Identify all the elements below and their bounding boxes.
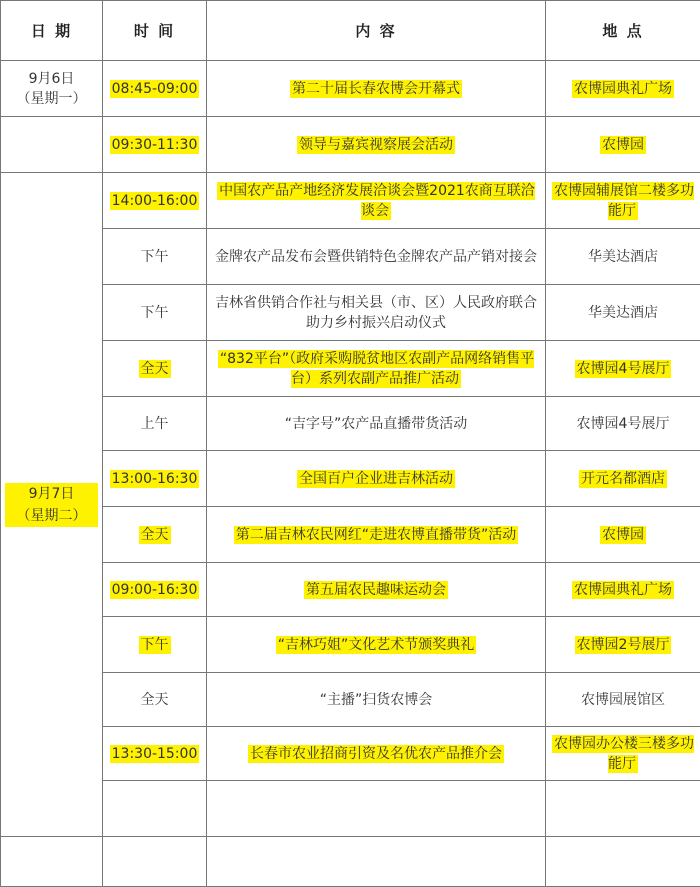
date-week: （星期一） bbox=[5, 89, 98, 109]
table-row-empty bbox=[1, 781, 700, 837]
time-cell: 全天 bbox=[139, 526, 171, 544]
time-cell: 13:00-16:30 bbox=[110, 470, 200, 488]
time-cell: 13:30-15:00 bbox=[110, 745, 200, 763]
header-place: 地 点 bbox=[546, 1, 700, 61]
header-time: 时 间 bbox=[103, 1, 207, 61]
date-cell-empty bbox=[1, 117, 103, 173]
content-cell: 吉林省供销合作社与相关县（市、区）人民政府联合助力乡村振兴启动仪式 bbox=[215, 295, 537, 331]
content-cell: 领导与嘉宾视察展会活动 bbox=[297, 136, 455, 154]
table-row bbox=[1, 341, 700, 397]
time-cell: 下午 bbox=[141, 305, 169, 321]
date-day: 9月7日 bbox=[5, 483, 98, 505]
place-cell: 华美达酒店 bbox=[588, 249, 658, 265]
time-cell: 全天 bbox=[139, 360, 171, 378]
content-cell: 第二十届长春农博会开幕式 bbox=[290, 80, 462, 98]
place-cell: 农博园辅展馆二楼多功能厅 bbox=[552, 182, 694, 220]
header-content: 内 容 bbox=[207, 1, 546, 61]
date-day: 9月6日 bbox=[5, 69, 98, 89]
content-cell: 第五届农民趣味运动会 bbox=[304, 581, 448, 599]
table-row bbox=[1, 173, 700, 229]
place-cell: 农博园4号展厅 bbox=[577, 416, 670, 432]
content-cell: 全国百户企业进吉林活动 bbox=[297, 470, 455, 488]
place-cell: 开元名都酒店 bbox=[579, 470, 667, 488]
date-week: （星期二） bbox=[5, 505, 98, 527]
time-cell: 09:30-11:30 bbox=[110, 136, 200, 154]
time-cell: 全天 bbox=[141, 692, 169, 708]
table-row bbox=[1, 451, 700, 507]
content-cell: “吉字号”农产品直播带货活动 bbox=[285, 416, 468, 432]
table-row bbox=[1, 507, 700, 563]
table-row bbox=[1, 397, 700, 451]
content-cell: 金牌农产品发布会暨供销特色金牌农产品产销对接会 bbox=[215, 249, 537, 265]
place-cell: 农博园4号展厅 bbox=[575, 360, 672, 378]
table-row bbox=[1, 117, 700, 173]
place-cell: 农博园办公楼三楼多功能厅 bbox=[552, 735, 694, 773]
place-cell: 农博园展馆区 bbox=[581, 692, 665, 708]
table-row bbox=[1, 285, 700, 341]
table-row bbox=[1, 617, 700, 673]
header-row bbox=[1, 1, 700, 61]
table-row bbox=[1, 673, 700, 727]
content-cell: “832平台”（政府采购脱贫地区农副产品网络销售平台）系列农副产品推广活动 bbox=[218, 350, 534, 388]
place-cell: 农博园典礼广场 bbox=[572, 581, 674, 599]
place-cell: 农博园 bbox=[600, 526, 646, 544]
time-cell: 14:00-16:00 bbox=[110, 192, 200, 210]
table-row bbox=[1, 229, 700, 285]
table-row bbox=[1, 563, 700, 617]
place-cell: 华美达酒店 bbox=[588, 305, 658, 321]
place-cell: 农博园 bbox=[600, 136, 646, 154]
table-row-empty bbox=[1, 837, 700, 887]
place-cell: 农博园2号展厅 bbox=[575, 636, 672, 654]
header-date: 日 期 bbox=[1, 1, 103, 61]
content-cell: 长春市农业招商引资及名优农产品推介会 bbox=[248, 745, 504, 763]
content-cell: 第二届吉林农民网红“走进农博直播带货”活动 bbox=[234, 526, 519, 544]
date-cell bbox=[1, 173, 103, 837]
date-cell bbox=[1, 61, 103, 117]
time-cell: 上午 bbox=[141, 416, 169, 432]
table-row bbox=[1, 727, 700, 781]
content-cell: 中国农产品产地经济发展洽谈会暨2021农商互联洽谈会 bbox=[217, 182, 535, 220]
table-row bbox=[1, 61, 700, 117]
content-cell: “吉林巧姐”文化艺术节颁奖典礼 bbox=[276, 636, 477, 654]
time-cell: 下午 bbox=[141, 249, 169, 265]
content-cell: “主播”扫货农博会 bbox=[320, 692, 433, 708]
time-cell: 下午 bbox=[139, 636, 171, 654]
place-cell: 农博园典礼广场 bbox=[572, 80, 674, 98]
time-cell: 09:00-16:30 bbox=[110, 581, 200, 599]
time-cell: 08:45-09:00 bbox=[110, 80, 200, 98]
